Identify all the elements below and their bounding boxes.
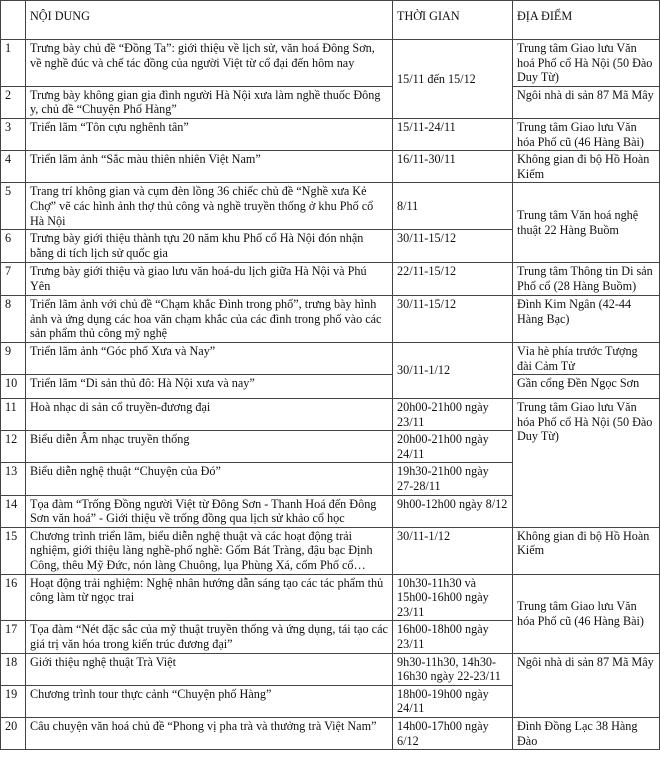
- row-content: Tọa đàm “Trống Đồng người Việt từ Đông Sơn - Thanh Hoá đến Đông Sơn văn hoá” - Giới thiệu về trống đồng qua lịch sử khảo cổ học: [26, 495, 393, 527]
- row-time: 30/11-15/12: [393, 230, 513, 263]
- row-time: 16/11-30/11: [393, 151, 513, 183]
- row-time: 30/11-1/12: [393, 527, 513, 574]
- row-time: 22/11-15/12: [393, 263, 513, 296]
- row-time: 9h30-11h30, 14h30-16h30 ngày 22-23/11: [393, 653, 513, 685]
- row-time: 15/11-24/11: [393, 118, 513, 150]
- row-content: Triển lãm ảnh với chủ đề “Chạm khắc Đình trong phố”, trưng bày hình ảnh và ứng dụng các hoa văn chạm khắc của các đình trong phố vào các sản phẩm thủ công mỹ nghệ: [26, 296, 393, 343]
- row-number: 19: [1, 685, 26, 717]
- row-number: 12: [1, 431, 26, 463]
- row-place: Vỉa hè phía trước Tượng đài Cảm Tử: [513, 342, 660, 374]
- header-content: NỘI DUNG: [26, 1, 393, 40]
- row-number: 9: [1, 342, 26, 374]
- row-time: 30/11-1/12: [393, 342, 513, 398]
- row-time: 8/11: [393, 183, 513, 230]
- row-place: Trung tâm Giao lưu Văn hóa Phố cổ Hà Nội (50 Đào Duy Từ): [513, 399, 660, 528]
- row-time: 20h00-21h00 ngày 24/11: [393, 431, 513, 463]
- row-number: 1: [1, 40, 26, 87]
- row-place: Không gian đi bộ Hồ Hoàn Kiếm: [513, 151, 660, 183]
- row-time: 10h30-11h30 và 15h00-16h00 ngày 23/11: [393, 574, 513, 621]
- row-content: Hoà nhạc di sản cổ truyền-đương đại: [26, 399, 393, 431]
- row-time: 20h00-21h00 ngày 23/11: [393, 399, 513, 431]
- row-time: 18h00-19h00 ngày 24/11: [393, 685, 513, 717]
- table-row: [1, 40, 660, 87]
- row-place: Trung tâm Giao lưu Văn hóa Phố cũ (46 Hàng Bài): [513, 574, 660, 653]
- header-place: ĐỊA ĐIỂM: [513, 1, 660, 40]
- table-row: [1, 375, 660, 399]
- row-content: Chương trình triển lãm, biểu diễn nghệ thuật và các hoạt động trải nghiệm, giới thiệu làng nghề-phố nghề: Gốm Bát Tràng, đậu bạc Định Công, thêu Mỹ Đức, nón làng Chuông, lụa Phùng Xá, cốm Phố cổ…: [26, 527, 393, 574]
- row-number: 17: [1, 621, 26, 653]
- table-row: [1, 86, 660, 118]
- row-content: Triển lãm “Tôn cựu nghênh tân”: [26, 118, 393, 150]
- row-place: Trung tâm Văn hoá nghệ thuật 22 Hàng Buồm: [513, 183, 660, 263]
- row-number: 6: [1, 230, 26, 263]
- row-place: Trung tâm Giao lưu Văn hoá Phố cổ Hà Nội (50 Đào Duy Từ): [513, 40, 660, 87]
- table-row: [1, 183, 660, 230]
- row-place: Đình Kim Ngân (42-44 Hàng Bạc): [513, 296, 660, 343]
- row-content: Biểu diễn nghệ thuật “Chuyện của Đó”: [26, 463, 393, 495]
- table-row: [1, 118, 660, 150]
- row-content: Hoạt động trải nghiệm: Nghệ nhân hướng dẫn sáng tạo các tác phẩm thủ công làm từ ngọc trai: [26, 574, 393, 621]
- row-place: Trung tâm Giao lưu Văn hóa Phố cũ (46 Hàng Bài): [513, 118, 660, 150]
- row-number: 16: [1, 574, 26, 621]
- row-place: Ngôi nhà di sản 87 Mã Mây: [513, 86, 660, 118]
- row-content: Trưng bày giới thiệu và giao lưu văn hoá-du lịch giữa Hà Nội và Phú Yên: [26, 263, 393, 296]
- table-row: [1, 296, 660, 343]
- row-place: Trung tâm Thông tin Di sản Phố cổ (28 Hàng Buồm): [513, 263, 660, 296]
- row-time: 16h00-18h00 ngày 23/11: [393, 621, 513, 653]
- row-number: 13: [1, 463, 26, 495]
- row-number: 11: [1, 399, 26, 431]
- row-time: 14h00-17h00 ngày 6/12: [393, 717, 513, 749]
- row-content: Trưng bày chủ đề “Đồng Ta”: giới thiệu về lịch sử, văn hoá Đông Sơn, về nghề đúc và chế tác đồng của người Việt từ cổ đại đến hôm nay: [26, 40, 393, 87]
- table-row: [1, 342, 660, 374]
- row-number: 7: [1, 263, 26, 296]
- row-number: 3: [1, 118, 26, 150]
- row-content: Triển lãm ảnh “Sắc màu thiên nhiên Việt Nam”: [26, 151, 393, 183]
- row-number: 20: [1, 717, 26, 749]
- row-number: 14: [1, 495, 26, 527]
- row-place: Gần cổng Đền Ngọc Sơn: [513, 375, 660, 399]
- row-number: 15: [1, 527, 26, 574]
- row-content: Trang trí không gian và cụm đèn lồng 36 chiếc chủ đề “Nghề xưa Kẻ Chợ” vẽ các hình ảnh thợ thủ công và nghề truyền thống ở khu Phố cổ Hà Nội: [26, 183, 393, 230]
- row-content: Giới thiệu nghệ thuật Trà Việt: [26, 653, 393, 685]
- row-number: 4: [1, 151, 26, 183]
- table-row: [1, 527, 660, 574]
- header-time: THỜI GIAN: [393, 1, 513, 40]
- row-time: 19h30-21h00 ngày 27-28/11: [393, 463, 513, 495]
- row-place: Không gian đi bộ Hồ Hoàn Kiếm: [513, 527, 660, 574]
- table-row: [1, 263, 660, 296]
- row-content: Tọa đàm “Nét đặc sắc của mỹ thuật truyền thống và ứng dụng, tái tạo các giá trị văn hóa trong kiến trúc đương đại”: [26, 621, 393, 653]
- row-number: 8: [1, 296, 26, 343]
- row-content: Triển lãm ảnh “Góc phố Xưa và Nay”: [26, 342, 393, 374]
- table-row: [1, 653, 660, 685]
- row-time: 15/11 đến 15/12: [393, 40, 513, 119]
- row-number: 18: [1, 653, 26, 685]
- table-row: [1, 574, 660, 621]
- table-row: [1, 399, 660, 431]
- row-content: Câu chuyện văn hoá chủ đề “Phong vị pha trà và thưởng trà Việt Nam”: [26, 717, 393, 749]
- row-content: Biểu diễn Âm nhạc truyền thống: [26, 431, 393, 463]
- header-stt: [1, 1, 26, 40]
- row-number: 5: [1, 183, 26, 230]
- row-content: Trưng bày giới thiệu thành tựu 20 năm khu Phố cổ Hà Nội đón nhận bằng di tích lịch sử quốc gia: [26, 230, 393, 263]
- row-place: Đình Đồng Lạc 38 Hàng Đào: [513, 717, 660, 749]
- row-time: 9h00-12h00 ngày 8/12: [393, 495, 513, 527]
- table-row: [1, 151, 660, 183]
- row-time: 30/11-15/12: [393, 296, 513, 343]
- row-content: Chương trình tour thực cảnh “Chuyện phố Hàng”: [26, 685, 393, 717]
- row-number: 10: [1, 375, 26, 399]
- table-row: [1, 717, 660, 749]
- row-content: Triển lãm “Di sản thủ đô: Hà Nội xưa và nay”: [26, 375, 393, 399]
- row-number: 2: [1, 86, 26, 118]
- row-content: Trưng bày không gian gia đình người Hà Nội xưa làm nghề thuốc Đông y, chủ đề “Chuyện Phố Hàng”: [26, 86, 393, 118]
- row-place: Ngôi nhà di sản 87 Mã Mây: [513, 653, 660, 717]
- table-header-row: [1, 1, 660, 40]
